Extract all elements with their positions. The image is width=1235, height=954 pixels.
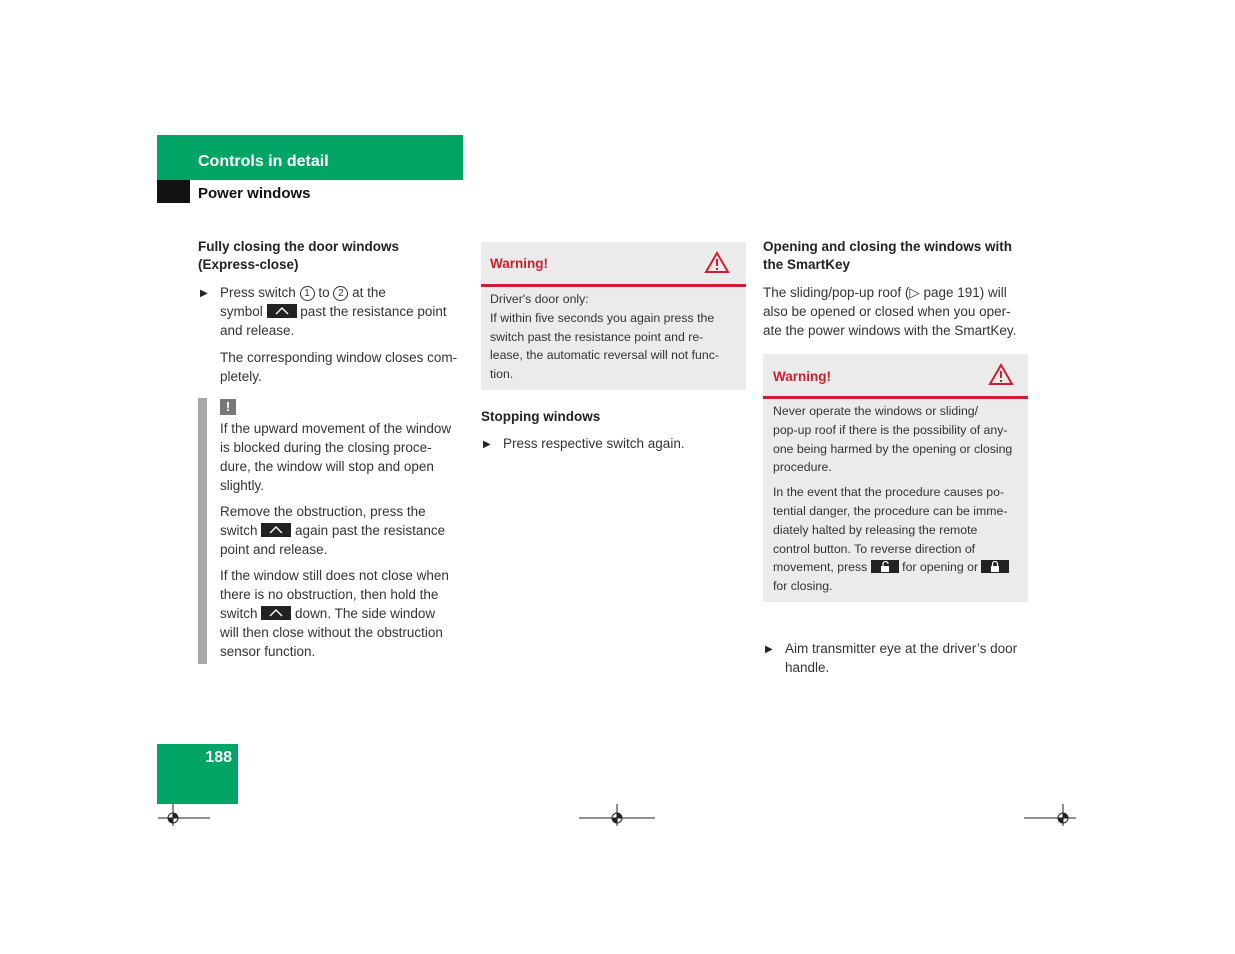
warning-triangle-icon — [704, 251, 730, 279]
switch-2-marker: 2 — [333, 286, 348, 301]
warning-triangle-icon — [988, 363, 1014, 391]
registration-mark-icon — [158, 804, 212, 826]
stopping-windows-step: ▶ Press respective switch again. — [481, 434, 763, 453]
lock-key-icon — [981, 560, 1009, 573]
switch-1-marker: 1 — [300, 286, 315, 301]
note-para-1: If the upward movement of the window is blocked during the closing proce- dure, the window will stop and open slightly. — [220, 421, 452, 493]
bullet-triangle-icon: ▶ — [765, 644, 773, 655]
subsection-title: Power windows — [198, 185, 311, 202]
express-close-step: ▶ Press switch 1 to 2 at the symbol past the resistance point and release. The corresponding window closes com- pletely. — [198, 283, 466, 386]
note-text — [220, 419, 470, 661]
window-up-symbol-icon — [267, 304, 297, 318]
smartkey-intro: The sliding/pop-up roof (▷ page 191) will also be opened or closed when you oper- ate the power windows with the SmartKey. — [763, 285, 1017, 338]
column-1 — [198, 238, 466, 386]
note-para-2: Remove the obstruction, press the switch again past the resistance point and release. — [220, 504, 446, 557]
registration-mark-icon — [579, 804, 655, 826]
aim-transmitter-step: ▶ Aim transmitter eye at the driver’s door handle. — [765, 641, 1018, 675]
note-para-3: If the window still does not close when there is no obstruction, then hold the switch down. The side window will then close without the obstruction sensor function. — [220, 568, 449, 659]
section-title: Controls in detail — [198, 153, 329, 170]
smartkey-heading: Opening and closing the windows with the SmartKey — [763, 239, 1012, 272]
bullet-triangle-icon: ▶ — [483, 439, 491, 450]
warning-para-1: Never operate the windows or sliding/ pop-up roof if there is the possibility of any- one being harmed by the opening or closing procedure. — [773, 404, 1013, 475]
note-bar — [198, 398, 207, 664]
smartkey-warning-text — [773, 402, 1025, 596]
stopping-windows-heading: Stopping windows — [481, 409, 601, 424]
driver-door-warning-box — [481, 242, 746, 390]
unlock-key-icon — [871, 560, 899, 573]
warning-para-2: In the event that the procedure causes po- tential danger, the procedure can be imme- diately halted by releasing the remote control button. To reverse direction of movement, press for opening or for closing. — [773, 485, 1008, 594]
smartkey-warning-box — [763, 354, 1028, 602]
warning-title: Warning! — [773, 369, 831, 384]
express-close-heading: Fully closing the door windows (Express-close) — [198, 239, 400, 272]
warning-title: Warning! — [490, 256, 548, 271]
window-up-symbol-icon — [261, 523, 291, 537]
page-number: 188 — [205, 749, 232, 766]
column-3 — [763, 238, 1033, 340]
subsection-marker — [157, 180, 190, 203]
note-exclamation-icon: ! — [220, 399, 236, 415]
driver-door-warning-text: Driver's door only: If within five seconds you again press the switch past the resistance point and re- lease, the automatic reversal will not func- tion. — [490, 292, 719, 382]
express-close-result: The corresponding window closes com- pletely. — [220, 350, 458, 384]
bullet-triangle-icon: ▶ — [200, 288, 208, 299]
registration-mark-icon — [1024, 804, 1078, 826]
window-up-symbol-icon — [261, 606, 291, 620]
